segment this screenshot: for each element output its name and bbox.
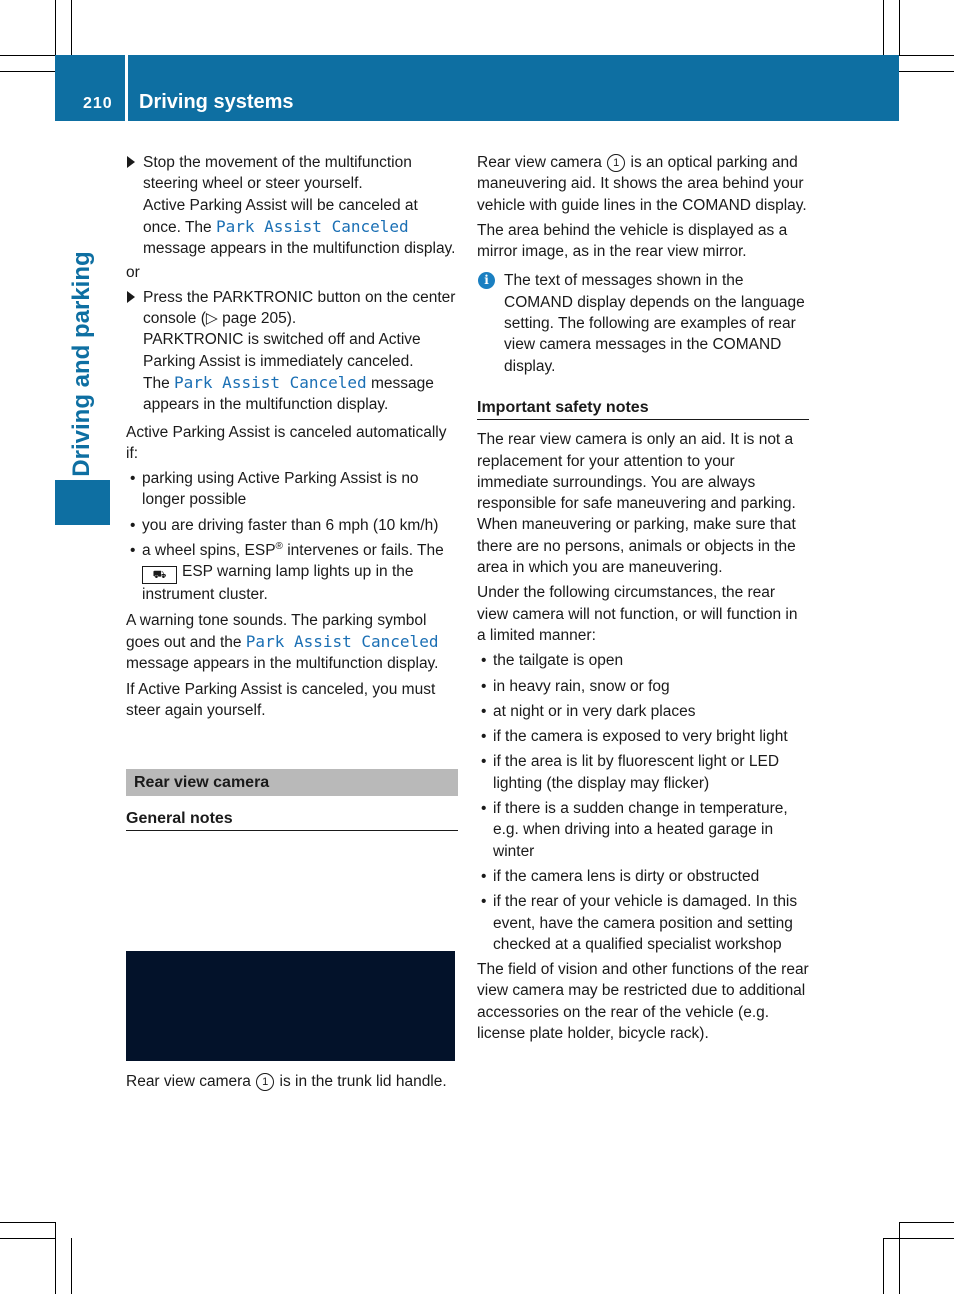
crop-mark: [55, 1222, 56, 1294]
crop-mark: [899, 1222, 954, 1223]
or-text: or: [126, 264, 140, 282]
instruction-step: [126, 152, 458, 259]
text: Active Parking Assist will be canceled at once. The: [143, 196, 418, 236]
callout-number: 1: [256, 1073, 274, 1091]
crop-mark: [899, 1222, 900, 1294]
display-message: Park Assist Canceled: [174, 372, 367, 392]
esp-warning-lamp-icon: ⛟: [142, 566, 177, 584]
page-header: [55, 55, 899, 121]
crop-mark: [0, 55, 55, 56]
callout-number: 1: [607, 154, 625, 172]
text: a wheel spins, ESP: [142, 542, 276, 560]
crop-mark: [899, 71, 954, 72]
chapter-title: Driving systems: [139, 91, 294, 113]
side-tab: [55, 480, 110, 525]
step-arrow-icon: [127, 291, 135, 303]
crop-mark: [883, 0, 884, 55]
crop-mark: [0, 1222, 55, 1223]
crop-mark: [899, 55, 954, 56]
paragraph: [477, 152, 809, 216]
list-item: • if the camera is exposed to very bright light: [477, 726, 809, 747]
info-icon: i: [478, 272, 495, 289]
crop-mark: [0, 1238, 55, 1239]
image-caption: [126, 1071, 458, 1092]
info-note: [477, 270, 809, 376]
paragraph: The rear view camera is only an aid. It is not a replacement for your attention to your immediate surroundings. You are always responsible for safe maneuvering and parking. When maneuvering or parking, make sure that there are no persons, animals or objects in the area in which you are maneuvering.: [477, 431, 796, 577]
list-item: • if the camera lens is dirty or obstructed: [477, 866, 809, 887]
list-item: • at night or in very dark places: [477, 701, 809, 722]
text: message appears in the multifunction display.: [126, 655, 439, 673]
text: ESP warning lamp lights up in the instrument cluster.: [142, 563, 414, 604]
paragraph: Under the following circumstances, the rear view camera will not function, or will function in a limited manner:: [477, 584, 798, 644]
step-text: Press the PARKTRONIC button on the center console (▷ page 205).: [143, 288, 456, 328]
crop-mark: [55, 0, 56, 55]
crop-mark: [883, 1238, 954, 1239]
list-item: • the tailgate is open: [477, 650, 809, 671]
list-item: • in heavy rain, snow or fog: [477, 676, 809, 697]
rear-view-camera-photo: [126, 951, 455, 1061]
display-message: Park Assist Canceled: [245, 631, 439, 651]
list-item: • you are driving faster than 6 mph (10 km/h): [126, 515, 458, 536]
text: Rear view camera: [477, 154, 607, 171]
left-column: [126, 152, 458, 1097]
registered-mark: ®: [275, 540, 283, 552]
list-item: • if the rear of your vehicle is damaged. In this event, have the camera position and setting checked at a qualified specialist workshop: [477, 891, 809, 955]
note-text: The text of messages shown in the COMAND display depends on the language setting. The following are examples of rear view camera messages in the COMAND display.: [504, 272, 805, 375]
step-arrow-icon: [127, 156, 135, 168]
text: message appears in the multifunction display.: [143, 240, 456, 258]
display-message: Park Assist Canceled: [215, 216, 409, 236]
paragraph: The area behind the vehicle is displayed as a mirror image, as in the rear view mirror.: [477, 221, 788, 261]
text: Rear view camera: [126, 1073, 256, 1091]
crop-mark: [71, 0, 72, 55]
paragraph: The field of vision and other functions of the rear view camera may be restricted due to additional accessories on the rear of the vehicle (e.g. license plate holder, bicycle rack).: [477, 961, 809, 1042]
step-text: Stop the movement of the multifunction steering wheel or steer yourself.: [143, 154, 412, 193]
header-divider: [125, 55, 128, 121]
step-result: [143, 195, 458, 260]
page-number: 210: [83, 95, 113, 112]
section-heading: Rear view camera: [126, 769, 458, 796]
crop-mark: [0, 71, 55, 72]
step-result: PARKTRONIC is switched off and Active Parking Assist is immediately canceled.: [143, 331, 421, 370]
paragraph: Active Parking Assist is canceled automatically if:: [126, 423, 447, 462]
crop-mark: [899, 0, 900, 55]
list-item: • if there is a sudden change in temperature, e.g. when driving into a heated garage in winter: [477, 798, 809, 862]
list-item: • parking using Active Parking Assist is no longer possible: [126, 468, 458, 511]
step-result: [143, 372, 458, 416]
bullet-list: [477, 650, 809, 955]
text: is in the trunk lid handle.: [275, 1073, 447, 1091]
right-column: [477, 152, 809, 1048]
side-section-label: Driving and parking: [68, 251, 95, 477]
text: A warning tone sounds. The parking symbol goes out and the: [126, 611, 427, 651]
crop-mark: [71, 1238, 72, 1294]
instruction-step: [126, 287, 458, 416]
list-item: [126, 540, 458, 606]
text: The: [143, 374, 175, 392]
subsection-heading: General notes: [126, 808, 458, 831]
text: is an optical parking and maneuvering aid. It shows the area behind your vehicle with guide lines in the COMAND display.: [477, 154, 807, 214]
subsection-heading: Important safety notes: [477, 397, 809, 420]
paragraph: If Active Parking Assist is canceled, you must steer again yourself.: [126, 680, 436, 719]
text: message appears in the multifunction display.: [143, 374, 434, 414]
text: intervenes or fails. The: [282, 542, 444, 560]
crop-mark: [883, 1238, 884, 1294]
list-item: • if the area is lit by fluorescent light or LED lighting (the display may flicker): [477, 751, 809, 794]
paragraph: [126, 610, 458, 675]
